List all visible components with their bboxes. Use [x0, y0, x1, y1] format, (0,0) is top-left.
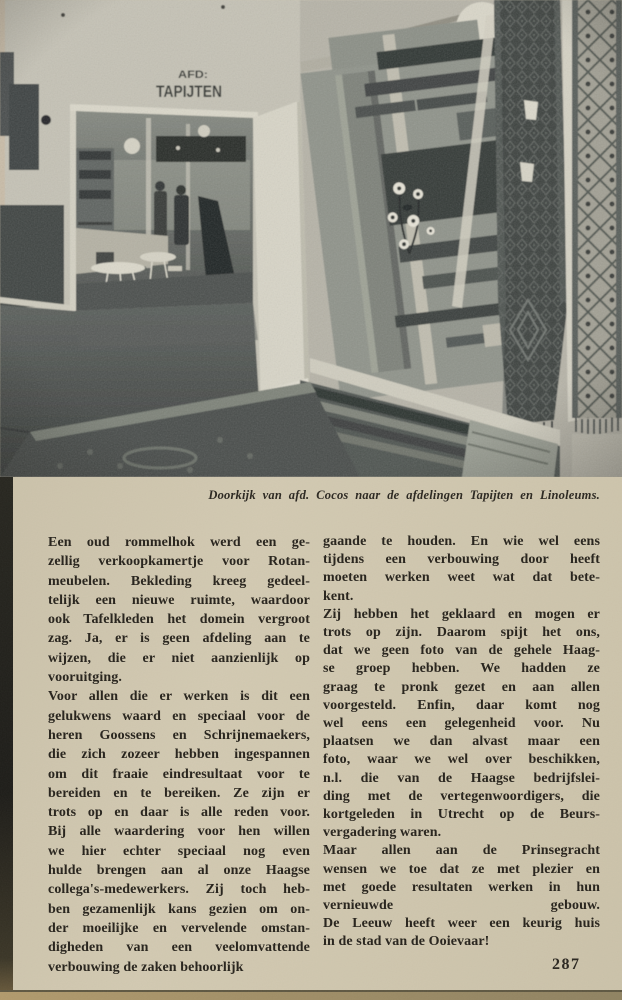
- photo-caption: Doorkijk van afd. Cocos naar de afdelingen Tapijten en Linoleums.: [208, 488, 600, 502]
- text-line: vooruitging.: [48, 670, 122, 686]
- text-line: dat we geen foto van de gehele Haag-: [323, 643, 600, 659]
- paragraph: [323, 606, 600, 843]
- text-line: graag te pronk gezet en aan allen: [323, 679, 600, 695]
- text-line: ding met de vertegenwoordigers, die: [323, 788, 600, 804]
- text-line: we hier echter speciaal nog even: [48, 843, 310, 859]
- text-line: gaande te houden. En wie wel eens: [323, 534, 600, 549]
- text-line: om dit fraaie eindresultaat voor te: [48, 766, 310, 782]
- paragraph: [48, 687, 310, 976]
- text-line: Een oud rommelhok werd een ge-: [48, 535, 310, 550]
- text-line: collega's-medewerkers. Zij toch heb-: [48, 882, 310, 898]
- text-line: plaatsen we dan alvast maar een: [323, 734, 600, 750]
- paragraph: [48, 533, 310, 687]
- text-line: vernieuwde gebouw.: [323, 898, 600, 914]
- page-bottom-edge: [0, 990, 622, 1000]
- text-line: vergadering waren.: [323, 825, 442, 841]
- photo: [0, 0, 622, 477]
- text-line: foto, waar we wel over beschikken,: [323, 752, 600, 768]
- text-line: kortgeleden in Utrecht op de Beurs-: [323, 807, 600, 823]
- text-line: Zij hebben het geklaard en mogen er: [323, 606, 600, 622]
- text-line: meubelen. Bekleding kreeg gedeel-: [48, 573, 310, 589]
- text-line: telijk een nieuwe ruimte, waardoor: [48, 592, 310, 608]
- text-line: n.l. die van de Haagse bedrijfslei-: [323, 770, 600, 786]
- text-line: die zich zozeer hebben ingespannen: [48, 747, 310, 763]
- binding-gutter: [0, 477, 13, 1000]
- paragraph: [323, 842, 600, 951]
- text-line: bereiden en te bereiken. Ze zijn er: [48, 785, 310, 801]
- article-column-right: [323, 533, 600, 977]
- text-line: zellig verkoopkamertje voor Rotan-: [48, 554, 310, 570]
- text-line: kent.: [323, 588, 354, 604]
- paragraph: [323, 533, 600, 606]
- text-line: heren Goossens en Schrijnemaekers,: [48, 727, 310, 743]
- text-line: ben gezamenlijk kans gezien om on-: [48, 901, 310, 917]
- photo-grain: [0, 0, 622, 477]
- article-body: [48, 533, 600, 977]
- text-line: wijzen, die er niet aanzienlijk op: [48, 650, 310, 666]
- text-line: der moeilijke en vervelende omstan-: [48, 920, 310, 936]
- text-line: tijdens een verbouwing door heeft: [323, 552, 600, 568]
- text-line: voorgesteld. Enfin, daar komt nog: [323, 697, 600, 713]
- text-line: verbouwing de zaken behoorlijk: [48, 959, 244, 975]
- store-photo-illustration: [0, 0, 622, 477]
- text-line: ook Tafelkleden het domein vergroot: [48, 612, 310, 628]
- text-line: Voor allen die er werken is dit een: [48, 689, 310, 705]
- text-line: wensen we toe dat ze met plezier en: [323, 861, 600, 877]
- text-line: Bij alle waardering voor hen willen: [48, 824, 310, 840]
- text-line: in de stad van de Ooievaar!: [323, 934, 490, 950]
- text-line: gelukwens waard en speciaal voor de: [48, 708, 310, 724]
- text-line: digheden van een veelomvattende: [48, 940, 310, 956]
- text-line: trots op zijn. Daarom spijt het ons,: [323, 625, 600, 641]
- text-line: se groep hebben. We hadden ze: [323, 661, 600, 677]
- text-line: wel eens een gelegenheid voor. Nu: [323, 716, 600, 732]
- page-number: 287: [552, 956, 581, 973]
- text-line: Maar allen aan de Prinsegracht: [323, 843, 600, 859]
- text-line: zag. Ja, er is geen afdeling aan te: [48, 631, 310, 647]
- text-line: trots op en daar is alle reden voor.: [48, 805, 310, 821]
- text-line: hulde brengen aan al onze Haagse: [48, 863, 310, 879]
- article-column-left: [48, 533, 310, 977]
- text-line: De Leeuw heeft weer een keurig huis: [323, 916, 600, 932]
- text-line: met goede resultaten werken in hun: [323, 879, 600, 895]
- text-line: moeten werken weet wat dat bete-: [323, 570, 600, 586]
